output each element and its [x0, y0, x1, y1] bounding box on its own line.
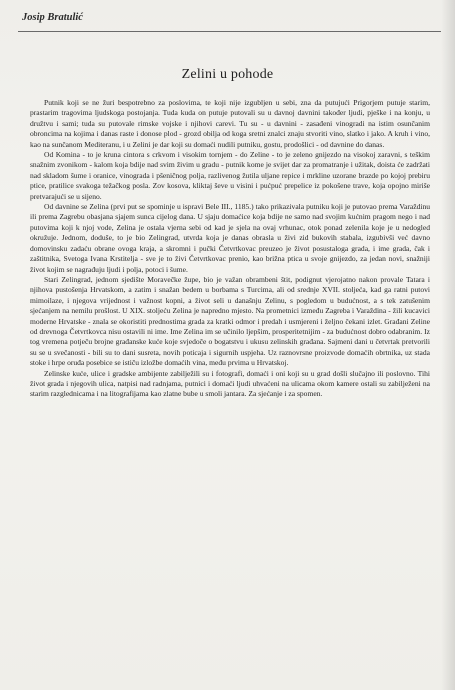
paragraph: Putnik koji se ne žuri bespotrebno za poslovima, te koji nije izgubljen u sebi, zna da putujući Prigorjem putuje starim, prastarim tragovima ljudskoga postojanja. Tuda kuda on putuje putovali su u davnoj davnini također ljudi, pješke i na konju, u družtvu i sami; tuda su putovale rimske vojske i njihovi carevi. Tu su - u davnini - zasađeni vinogradi na istim osunčanim obroncima na kojima i danas raste i donose plod - grozd obilja od koga sretni znalci znaju stvoriti vino, slatko i jako. A kruh i vino, kao na sunčanom Mediteranu, i u Zelini je dar koji su domaći nudili putniku, gostu, prodošlici - od davnine do danas.	[30, 98, 430, 149]
paragraph: Od Komina - to je kruna cintora s crkvom i visokim tornjem - do Zeline - to je zeleno gnijezdo na visokoj zaravni, s teškim snažnim zvonikom - kalom koja bdije nad svim živim u gradu - putnik kome je svijet dar za promatranje i užitak, doista će zadržati nad skladom šume i oranice, vinograda i pšeničnog polja, razlivenog žutila uljane repice i mrkline uzorane brazde po kojoj prebiru ptice, pratilice svakoga težačkog posla. Zov kosova, kliktaj ševe u visini i pućpuć prepelice iz pokošene trave, koja opojno miriše pretvarajući se u sijeno.	[30, 150, 430, 201]
article-title: Zelini u pohode	[181, 67, 274, 82]
page-edge-shadow	[441, 0, 455, 690]
paragraph: Zelinske kuće, ulice i gradske ambijente zabilježili su i fotografi, domaći i oni koji su u grad došli slučajno ili poslovno. Tihi život grada i njegovih ulica, natpisi nad radnjama, putnici i domaći ljudi uhvaćeni na ulicama okom kamere ostali su zabilježeni na starim razglednicama i na litografijama kao zlatne bube u smoli jantara. Za sjećanje i za spomen.	[30, 368, 430, 399]
running-header-author: Josip Bratulić	[22, 12, 83, 23]
article-body	[30, 98, 430, 400]
paragraph: Od davnine se Zelina (prvi put se spominje u ispravi Bele III., 1185.) tako prikazivala putniku koji je putovao prema Varaždinu ili prema Zagrebu obasjana sjajem sunca cijelog dana. U sjaju domaćice koja bdije ne samo nad svojim kućnim pragom nego i nad putovima koji k njoj vode, Zelina je ostala vjerna sebi od kad je sjela na ovaj vrhunac, otok ponad zelenila koje je u nedogled okružuje. Jednom, doduše, to je bio Zelingrad, utvrda koja je danas obrasla u živi zid bukovih stabala, izgubivši već davno domovinsku zadaću obrane ovoga kraja, a skromni i pučki Četvrtkovac preuzeo je život posustaloga grada, i ime grada, čak i zaštitnika, Svetoga Ivana Krstitelja - sve je to živi Četvrtkovac prenio, kao brižna ptica u svoje gnijezdo, za jedan novi, snažniji život kojim se nagrađuju ljudi i polja, potoci i šume.	[30, 202, 430, 274]
header-rule	[18, 31, 441, 32]
paragraph: Stari Zelingrad, jednom sjedište Moravečke župe, bio je važan obrambeni štit, podignut vjerojatno nakon provale Tatara i njihova pustošenja Hrvatskom, a zatim i snažan bedem u borbama s Turcima, ali od srednje XVII. stoljeća, kad ga ratni putovi mimoilaze, i njegova vrijednost i važnost kopni, a život seli u današnju Zelinu, s pogledom u budućnost, a s tek zatušenim sjećanjem na nemilu prošlost. U XIX. stoljeću Zelina je napredno mjesto. Na prometnici između Zagreba i Varaždina - žili kucavici moderne Hrvatske - znala se okoristiti prednostima grada za kratki odmor i predah i usmjereni i željno čekani izlet. Građani Zeline od drevnoga Četvrtkovca nisu ostavili ni ime. Ime Zelina im se učinilo ljepšim, prosperitetnijim - za budućnost dobro odabranim. Iz tog vremena potječu brojne građanske kuće koje svjedoče o bogatstvu i ukusu zelinskih građana. Sajmeni dani u četvrtak pretvorili su se u svečanosti - bili su to dani susreta, novih poticaja i sigurnih uspjeha. Uz raznovrsne proizvode domaćih obrtnika, uz stada stoke i hrpe oruđa posebice se ističu izložbe domaćih vina, među prvima u Hrvatskoj.	[30, 274, 430, 368]
